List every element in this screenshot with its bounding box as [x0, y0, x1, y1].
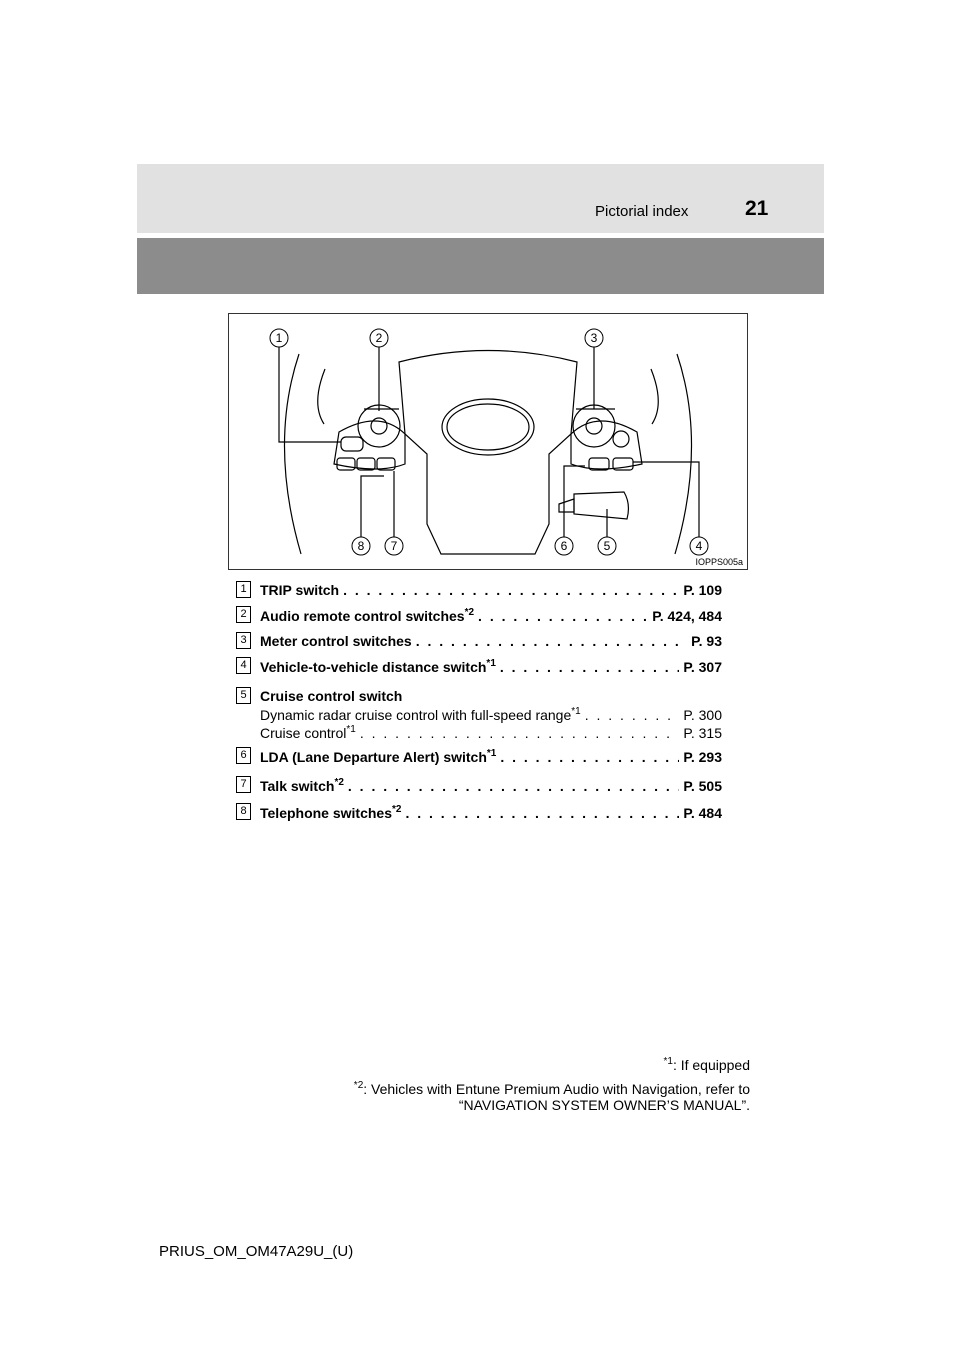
callout-2: 2 — [375, 331, 383, 345]
footnote-ref: *2 — [334, 777, 344, 788]
footnote-ref: *1 — [486, 658, 496, 669]
entry-page: P. 307 — [683, 659, 722, 675]
entry-sub-label: Dynamic radar cruise control with full-speed range — [260, 707, 572, 723]
callout-4: 4 — [695, 539, 703, 553]
entry-number: 2 — [236, 606, 251, 623]
footnote-ref: *1 — [571, 706, 581, 717]
footnote-1 — [300, 1056, 750, 1073]
callout-5: 5 — [603, 539, 611, 553]
image-code: IOPPS005a — [695, 557, 743, 567]
page-number: 21 — [745, 197, 769, 220]
entry-number: 4 — [236, 657, 251, 674]
entry-page: P. 93 — [691, 633, 722, 649]
entry-page: P. 424, 484 — [652, 608, 722, 624]
entry-label: Audio remote control switches — [260, 608, 465, 624]
entry-label: Cruise control switch — [260, 688, 403, 704]
footnote-text-continued: “NAVIGATION SYSTEM OWNER’S MANUAL”. — [458, 1097, 750, 1113]
footnote-text: : Vehicles with Entune Premium Audio with Navigation, refer to — [363, 1081, 750, 1097]
entry-number: 8 — [236, 803, 251, 820]
entry-page: P. 484 — [683, 805, 722, 821]
steering-wheel-figure — [228, 313, 748, 570]
document-code: PRIUS_OM_OM47A29U_(U) — [159, 1243, 354, 1260]
steering-wheel-illustration — [229, 314, 747, 569]
callout-3: 3 — [590, 331, 598, 345]
callout-1: 1 — [275, 331, 283, 345]
footnote-ref: *1 — [346, 724, 356, 735]
entry-sub-label: Cruise control — [260, 725, 347, 741]
entry-page: P. 315 — [683, 725, 722, 741]
entry-number: 5 — [236, 687, 251, 704]
entry-number: 6 — [236, 747, 251, 764]
footnote-ref: *2 — [464, 607, 475, 618]
footnote-ref: *1 — [486, 748, 497, 759]
callout-8: 8 — [357, 539, 365, 553]
entry-label: Talk switch — [260, 778, 335, 794]
footnote-mark: *2 — [353, 1080, 364, 1091]
header-band — [137, 164, 824, 233]
entry-label: Meter control switches — [260, 633, 412, 649]
footnote-text: : If equipped — [672, 1057, 750, 1073]
entry-label: Telephone switches — [260, 805, 392, 821]
section-band — [137, 238, 824, 294]
footnote-2 — [300, 1080, 750, 1113]
footnote-mark: *1 — [663, 1056, 673, 1067]
callout-6: 6 — [560, 539, 568, 553]
entry-page: P. 109 — [683, 582, 722, 598]
entry-label: LDA (Lane Departure Alert) switch — [260, 749, 487, 765]
callout-7: 7 — [390, 539, 398, 553]
entry-number: 7 — [236, 776, 251, 793]
entry-label: TRIP switch — [260, 582, 340, 598]
entry-number: 3 — [236, 632, 251, 649]
entry-page: P. 300 — [683, 707, 722, 723]
entry-number: 1 — [236, 581, 251, 598]
entry-page: P. 293 — [683, 749, 722, 765]
footnote-ref: *2 — [392, 804, 402, 815]
entry-label: Vehicle-to-vehicle distance switch — [260, 659, 487, 675]
section-title: Pictorial index — [595, 203, 689, 220]
entry-page: P. 505 — [683, 778, 722, 794]
